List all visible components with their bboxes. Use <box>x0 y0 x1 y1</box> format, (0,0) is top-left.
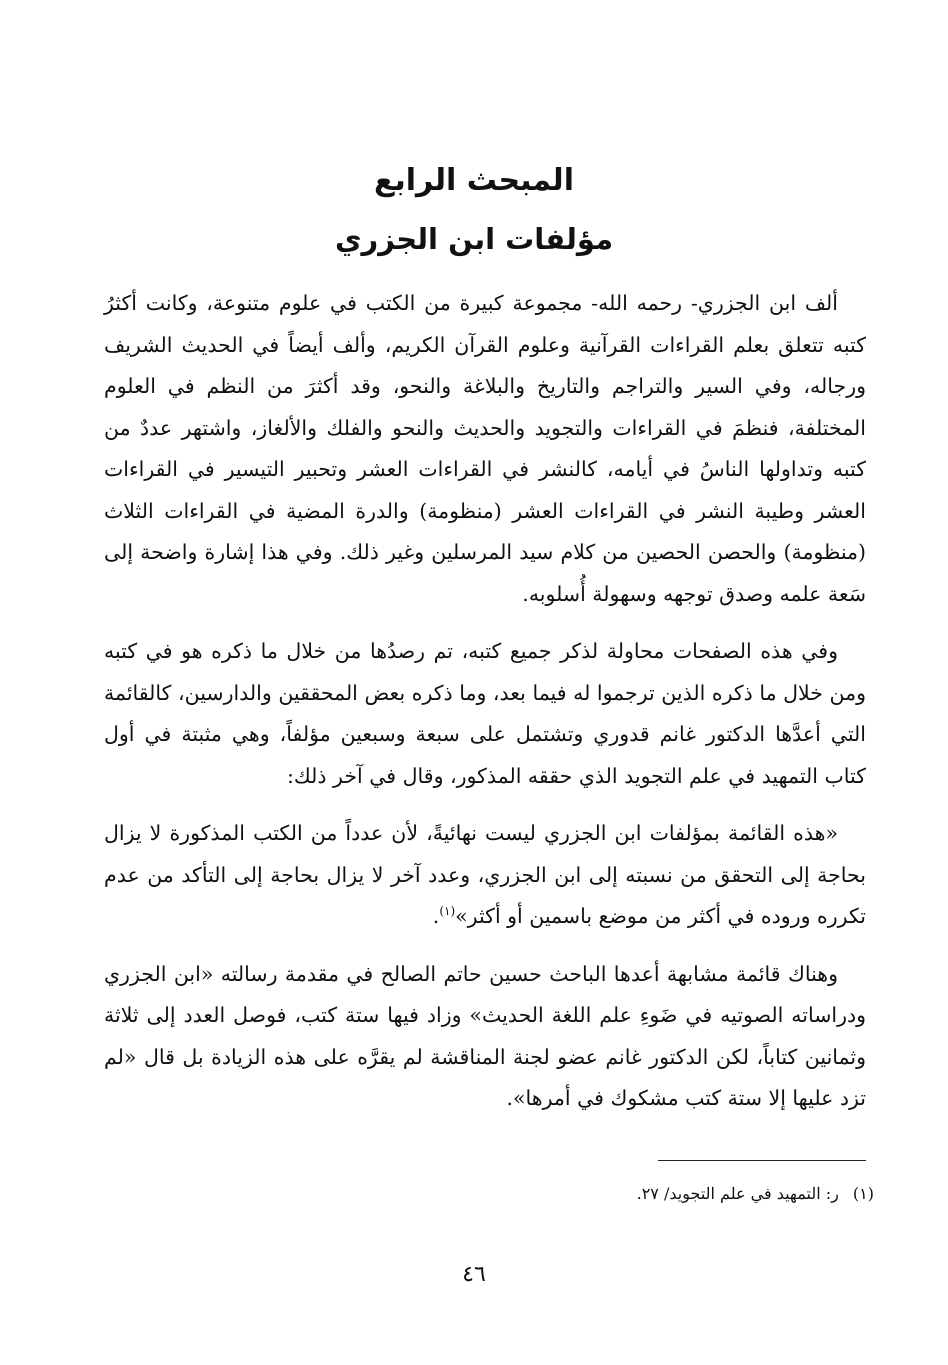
footnote <box>300 1180 874 1208</box>
footnote-number: (١) <box>852 1184 874 1203</box>
body-text <box>104 283 866 1120</box>
paragraph-2: وفي هذه الصفحات محاولة لذكر جميع كتبه، تم رصدُها من خلال ما ذكره هو في كتبه ومن خلال ما ذكره الذين ترجموا له فيما بعد، وما ذكره بعض المحققين والدارسين، كالقائمة التي أعدَّها الدكتور غانم قدوري وتشتمل على سبعة وسبعين مؤلفاً، وهي مثبتة في أول كتاب التمهيد في علم التجويد الذي حققه المذكور، وقال في آخر ذلك: <box>104 639 866 788</box>
footnote-reference[interactable]: (١) <box>439 904 456 919</box>
quote-end: . <box>432 904 440 928</box>
paragraph-1: ألف ابن الجزري- رحمه الله- مجموعة كبيرة من الكتب في علوم متنوعة، وكانت أكثرُ كتبه تتعلق بعلم القراءات القرآنية وعلوم القرآن الكريم، وألف أيضاً في الحديث الشريف ورجاله، وفي السير والتراجم والتاريخ والبلاغة والنحو، وقد أكثرَ من النظم في العلوم المختلفة، فنظمَ في القراءات والتجويد والحديث والنحو والفلك والألغاز، واشتهر عددٌ من كتبه وتداولها الناسُ في أيامه، كالنشر في القراءات العشر وتحبير التيسير في القراءات العشر وطيبة النشر في القراءات العشر (منظومة) والدرة المضية في القراءات الثلاث (منظومة) والحصن الحصين من كلام سيد المرسلين وغير ذلك. وفي هذا إشارة واضحة إلى سَعة علمه وصدق توجهه وسهولة أُسلوبه. <box>104 291 866 606</box>
page-title: مؤلفات ابن الجزري <box>334 222 614 256</box>
footnote-separator <box>658 1160 866 1161</box>
quote-text: «هذه القائمة بمؤلفات ابن الجزري ليست نهائيةً، لأن عدداً من الكتب المذكورة لا يزال بحاجة إلى التحقق من نسبته إلى ابن الجزري، وعدد آخر لا يزال بحاجة إلى التأكد من عدم تكرره وروده في أكثر من موضع باسمين أو أكثر» <box>104 821 866 928</box>
section-heading: المبحث الرابع <box>374 163 574 198</box>
page-number: ٤٦ <box>462 1262 486 1287</box>
footnote-text: ر: التمهيد في علم التجويد/ ٢٧. <box>636 1184 839 1203</box>
paragraph-3-quote <box>104 813 866 938</box>
paragraph-4: وهناك قائمة مشابهة أعدها الباحث حسين حاتم الصالح في مقدمة رسالته «ابن الجزري ودراساته الصوتيه في ضَوءِ علم اللغة الحديث» وزاد فيها ستة كتب، فوصل العدد إلى ثلاثة وثمانين كتاباً، لكن الدكتور غانم عضو لجنة المناقشة لم يقرَّه على هذه الزيادة بل قال «لم تزد عليها إلا ستة كتب مشكوك في أمرها». <box>104 961 866 1110</box>
